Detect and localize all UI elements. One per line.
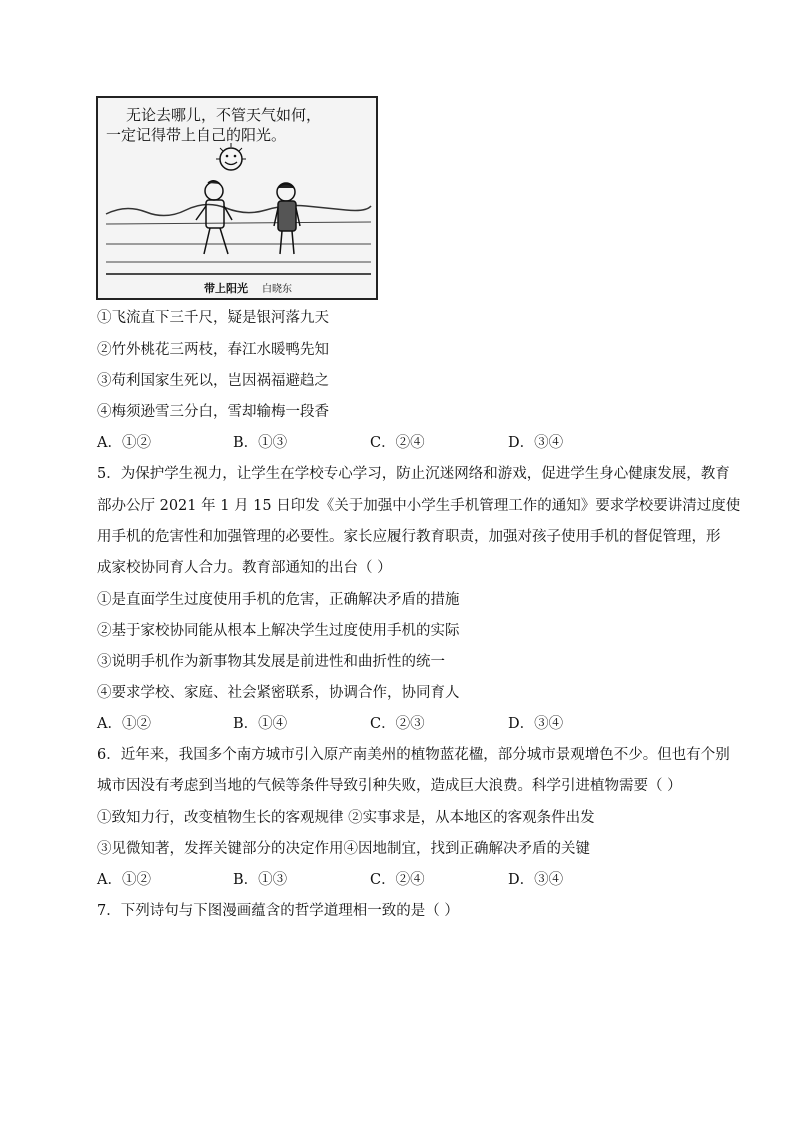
- q4-option-c: C．②④: [370, 435, 425, 451]
- q4-statement-3: ③苟利国家生死以，岂因祸福避趋之: [97, 373, 329, 389]
- q6-option-c: C．②④: [370, 872, 425, 888]
- q5-statement-2: ②基于家校协同能从根本上解决学生过度使用手机的实际: [97, 623, 460, 639]
- q5-option-a: A．①②: [97, 716, 151, 732]
- q5-option-d: D．③④: [508, 716, 564, 732]
- q5-statement-4: ④要求学校、家庭、社会紧密联系，协调合作，协同育人: [97, 685, 460, 701]
- cartoon-author: 白晓东: [262, 284, 292, 295]
- cartoon-image: [96, 96, 378, 300]
- q5-option-c: C．②③: [370, 716, 425, 732]
- q6-option-a: A．①②: [97, 872, 151, 888]
- cartoon-speech-line-2: 一定记得带上自己的阳光。: [106, 126, 287, 144]
- q4-option-b: B．①③: [233, 435, 288, 451]
- q5-text-line-1: 5．为保护学生视力，让学生在学校专心学习，防止沉迷网络和游戏，促进学生身心健康发展，教育: [97, 466, 730, 482]
- q5-text-line-3: 用手机的危害性和加强管理的必要性。家长应履行教育职责，加强对孩子使用手机的督促管理，形: [97, 529, 721, 545]
- q5-statement-1: ①是直面学生过度使用手机的危害，正确解决矛盾的措施: [97, 592, 460, 608]
- q4-statement-1: ①飞流直下三千尺，疑是银河落九天: [97, 310, 329, 326]
- q6-option-d: D．③④: [508, 872, 564, 888]
- q6-option-b: B．①③: [233, 872, 288, 888]
- q4-statement-4: ④梅须逊雪三分白，雪却输梅一段香: [97, 404, 329, 420]
- q5-text-line-4: 成家校协同育人合力。教育部通知的出台（ ）: [97, 560, 392, 576]
- q6-text-line-2: 城市因没有考虑到当地的气候等条件导致引种失败，造成巨大浪费。科学引进植物需要（ ）: [97, 778, 682, 794]
- q5-statement-3: ③说明手机作为新事物其发展是前进性和曲折性的统一: [97, 654, 445, 670]
- q4-option-d: D．③④: [508, 435, 564, 451]
- q4-option-a: A．①②: [97, 435, 151, 451]
- q7-text-line: 7．下列诗句与下图漫画蕴含的哲学道理相一致的是（ ）: [97, 903, 459, 919]
- q6-text-line-1: 6．近年来，我国多个南方城市引入原产南美州的植物蓝花楹，部分城市景观增色不少。但也有个别: [97, 747, 730, 763]
- q6-statement-1: ①致知力行，改变植物生长的客观规律 ②实事求是，从本地区的客观条件出发: [97, 810, 595, 826]
- q6-statement-2: ③见微知著，发挥关键部分的决定作用④因地制宜，找到正确解决矛盾的关键: [97, 841, 590, 857]
- q4-statement-2: ②竹外桃花三两枝，春江水暖鸭先知: [97, 342, 329, 358]
- q5-option-b: B．①④: [233, 716, 288, 732]
- cartoon-speech-line-1: 无论去哪儿，不管天气如何，: [126, 106, 322, 124]
- cartoon-caption: 带上阳光: [204, 282, 248, 295]
- q5-text-line-2: 部办公厅 2021 年 1 月 15 日印发《关于加强中小学生手机管理工作的通知》要求学校要讲清过度使: [97, 498, 741, 514]
